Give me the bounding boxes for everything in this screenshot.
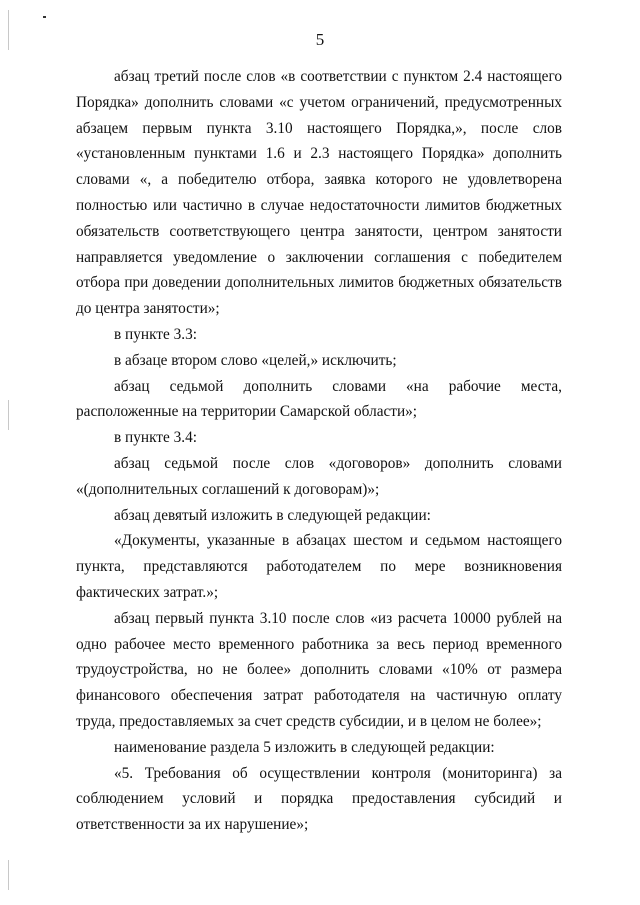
paragraph: в пункте 3.4: <box>114 429 197 447</box>
paragraph: «5. Требования об осуществлении контроля (мониторинга) за соблюдением условий и порядка предоставления субсидий и ответственности за их нарушение»; <box>76 764 562 834</box>
paragraph: абзац седьмой дополнить словами «на рабочие места, расположенные на территории Самарской области»; <box>76 377 562 421</box>
paragraph: «Документы, указанные в абзацах шестом и седьмом настоящего пункта, представляются работодателем по мере возникновения фактических затрат.»; <box>76 532 562 601</box>
document-body <box>76 64 562 838</box>
paragraph: в абзаце втором слово «целей,» исключить; <box>114 351 397 369</box>
scan-edge-mark <box>8 400 9 430</box>
page-number: 5 <box>315 30 325 49</box>
paragraph: абзац седьмой после слов «договоров» дополнить словами «(дополнительных соглашений к договорам)»; <box>76 454 562 498</box>
scan-edge-mark <box>8 860 9 890</box>
paragraph: абзац третий после слов «в соответствии с пунктом 2.4 настоящего Порядка» дополнить словами «с учетом ограничений, предусмотренных абзацем первым пункта 3.10 настоящего Порядка,», после слов «установленным пунктами 1.6 и 2.3 настоящего Порядка» дополнить словами «, а победителю отбора, заявка которого не удовлетворена полностью или частично в случае недостаточности лимитов бюджетных обязательств соответствующего центра занятости, центром занятости направляется уведомление о заключении соглашения с победителем отбора при доведении дополнительных лимитов бюджетных обязательств до центра занятости»; <box>76 68 562 318</box>
paragraph: абзац девятый изложить в следующей редакции: <box>114 506 431 524</box>
scan-speck <box>43 16 46 18</box>
paragraph: наименование раздела 5 изложить в следующей редакции: <box>114 738 495 756</box>
paragraph: абзац первый пункта 3.10 после слов «из расчета 10000 рублей на одно рабочее место временного работника за весь период временного трудоустройства, но не более» дополнить словами «10% от размера финансового обеспечения затрат работодателя на частичную оплату труда, предоставляемых за счет средств субсидии, и в целом не более»; <box>76 609 562 730</box>
paragraph: в пункте 3.3: <box>114 325 197 343</box>
